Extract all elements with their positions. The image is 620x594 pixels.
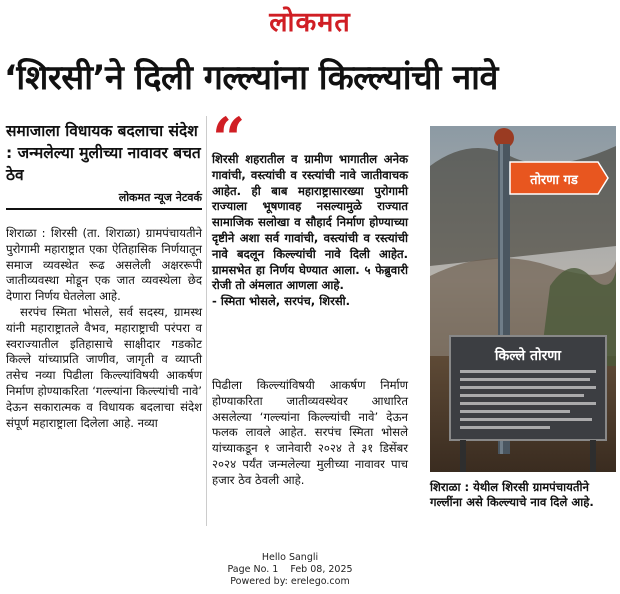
article-byline: लोकमत न्यूज नेटवर्क	[118, 191, 202, 204]
left-column	[6, 226, 202, 431]
left-paragraph-1: शिराळा : शिरसी (ता. शिराळा) ग्रामपंचायतीने पुरोगामी महाराष्ट्रात एका ऐतिहासिक निर्णयातून समाज व्यवस्थेत रूढ असलेली अक्षररूपी जातीव्यवस्था मोडून एक जात व्यवस्थेला छेद देणारा निर्णय घेतलेला आहे.	[6, 226, 202, 304]
quote-attribution: - स्मिता भोसले, सरपंच, शिरसी.	[212, 294, 351, 309]
quote-mark-icon: “	[212, 105, 246, 173]
sign-top-text: तोरणा गड	[530, 173, 578, 188]
left-paragraph-2: सरपंच स्मिता भोसले, सर्व सदस्य, ग्रामस्थ यांनी महाराष्ट्रातले वैभव, महाराष्ट्राची परंपरा व स्वराज्यातील इतिहासाचे साक्षीदार गडकोट किल्ले यांच्याप्रति जाणीव, जागृती व व्याप्ती तसेच नव्या पिढीला किल्ल्यांविषयी आकर्षण निर्माण होण्याकरिता ‘गल्ल्यांना किल्ल्यांची नावे’ देऊन सकारात्मक व विधायक बदलाचा संदेश संपूर्ण महाराष्ट्राला दिलेला आहे. नव्या	[6, 304, 202, 430]
footer-powered-by: Powered by: erelego.com	[230, 576, 350, 587]
page-footer	[200, 552, 380, 588]
photo-caption: शिराळा : येथील शिरसी ग्रामपंचायतीने गल्लींना असे किल्ल्याचे नाव दिले आहे.	[430, 480, 594, 509]
quote-box	[212, 152, 408, 310]
article-subheadline: समाजाला विधायक बदलाचा संदेश : जन्मलेल्या मुलीच्या नावावर बचत ठेव	[6, 122, 201, 184]
middle-column	[212, 378, 408, 489]
quote-text: शिरसी शहरातील व ग्रामीण भागातील अनेक गावांची, वस्त्यांची व रस्त्यांची नावे जातीवाचक आहेत. ही बाब महाराष्ट्रासारख्या पुरोगामी राज्याला भूषणावह नसल्यामुळे राज्यात सामाजिक सलोखा व सौहार्द निर्माण होण्याच्या दृष्टीने अशा सर्व गावांची, वस्त्यांची व रस्त्यांची नावे बदलून किल्ल्यांची नावे दिली आहेत. ग्रामसभेत हा निर्णय घेण्यात आला. ५ फेब्रुवारी रोजी तो अंमलात आणला आहे.	[212, 152, 408, 293]
footer-publication: Hello Sangli	[261, 552, 319, 563]
newspaper-masthead: लोकमत	[269, 7, 351, 38]
article-photo	[430, 126, 616, 472]
footer-page-date: Page No. 1 Feb 08, 2025	[227, 564, 353, 575]
article-headline: ‘शिरसी’ने दिली गल्ल्यांना किल्ल्यांची नावे	[4, 58, 498, 98]
byline-divider	[6, 208, 202, 210]
board-title-text: किल्ले तोरणा	[494, 348, 562, 364]
middle-paragraph: पिढीला किल्ल्यांविषयी आकर्षण निर्माण होण्याकरिता जातीव्यवस्थेवर आधारित असलेल्या ‘गल्ल्यांना किल्ल्यांची नावे’ देऊन फलक लावले आहेत. सरपंच स्मिता भोसले यांच्याकडून १ जानेवारी २०२४ ते ३१ डिसेंबर २०२४ पर्यंत जन्मलेल्या मुलीच्या नावावर पाच हजार ठेव ठेवली आहे.	[212, 378, 408, 487]
column-divider	[206, 116, 207, 526]
